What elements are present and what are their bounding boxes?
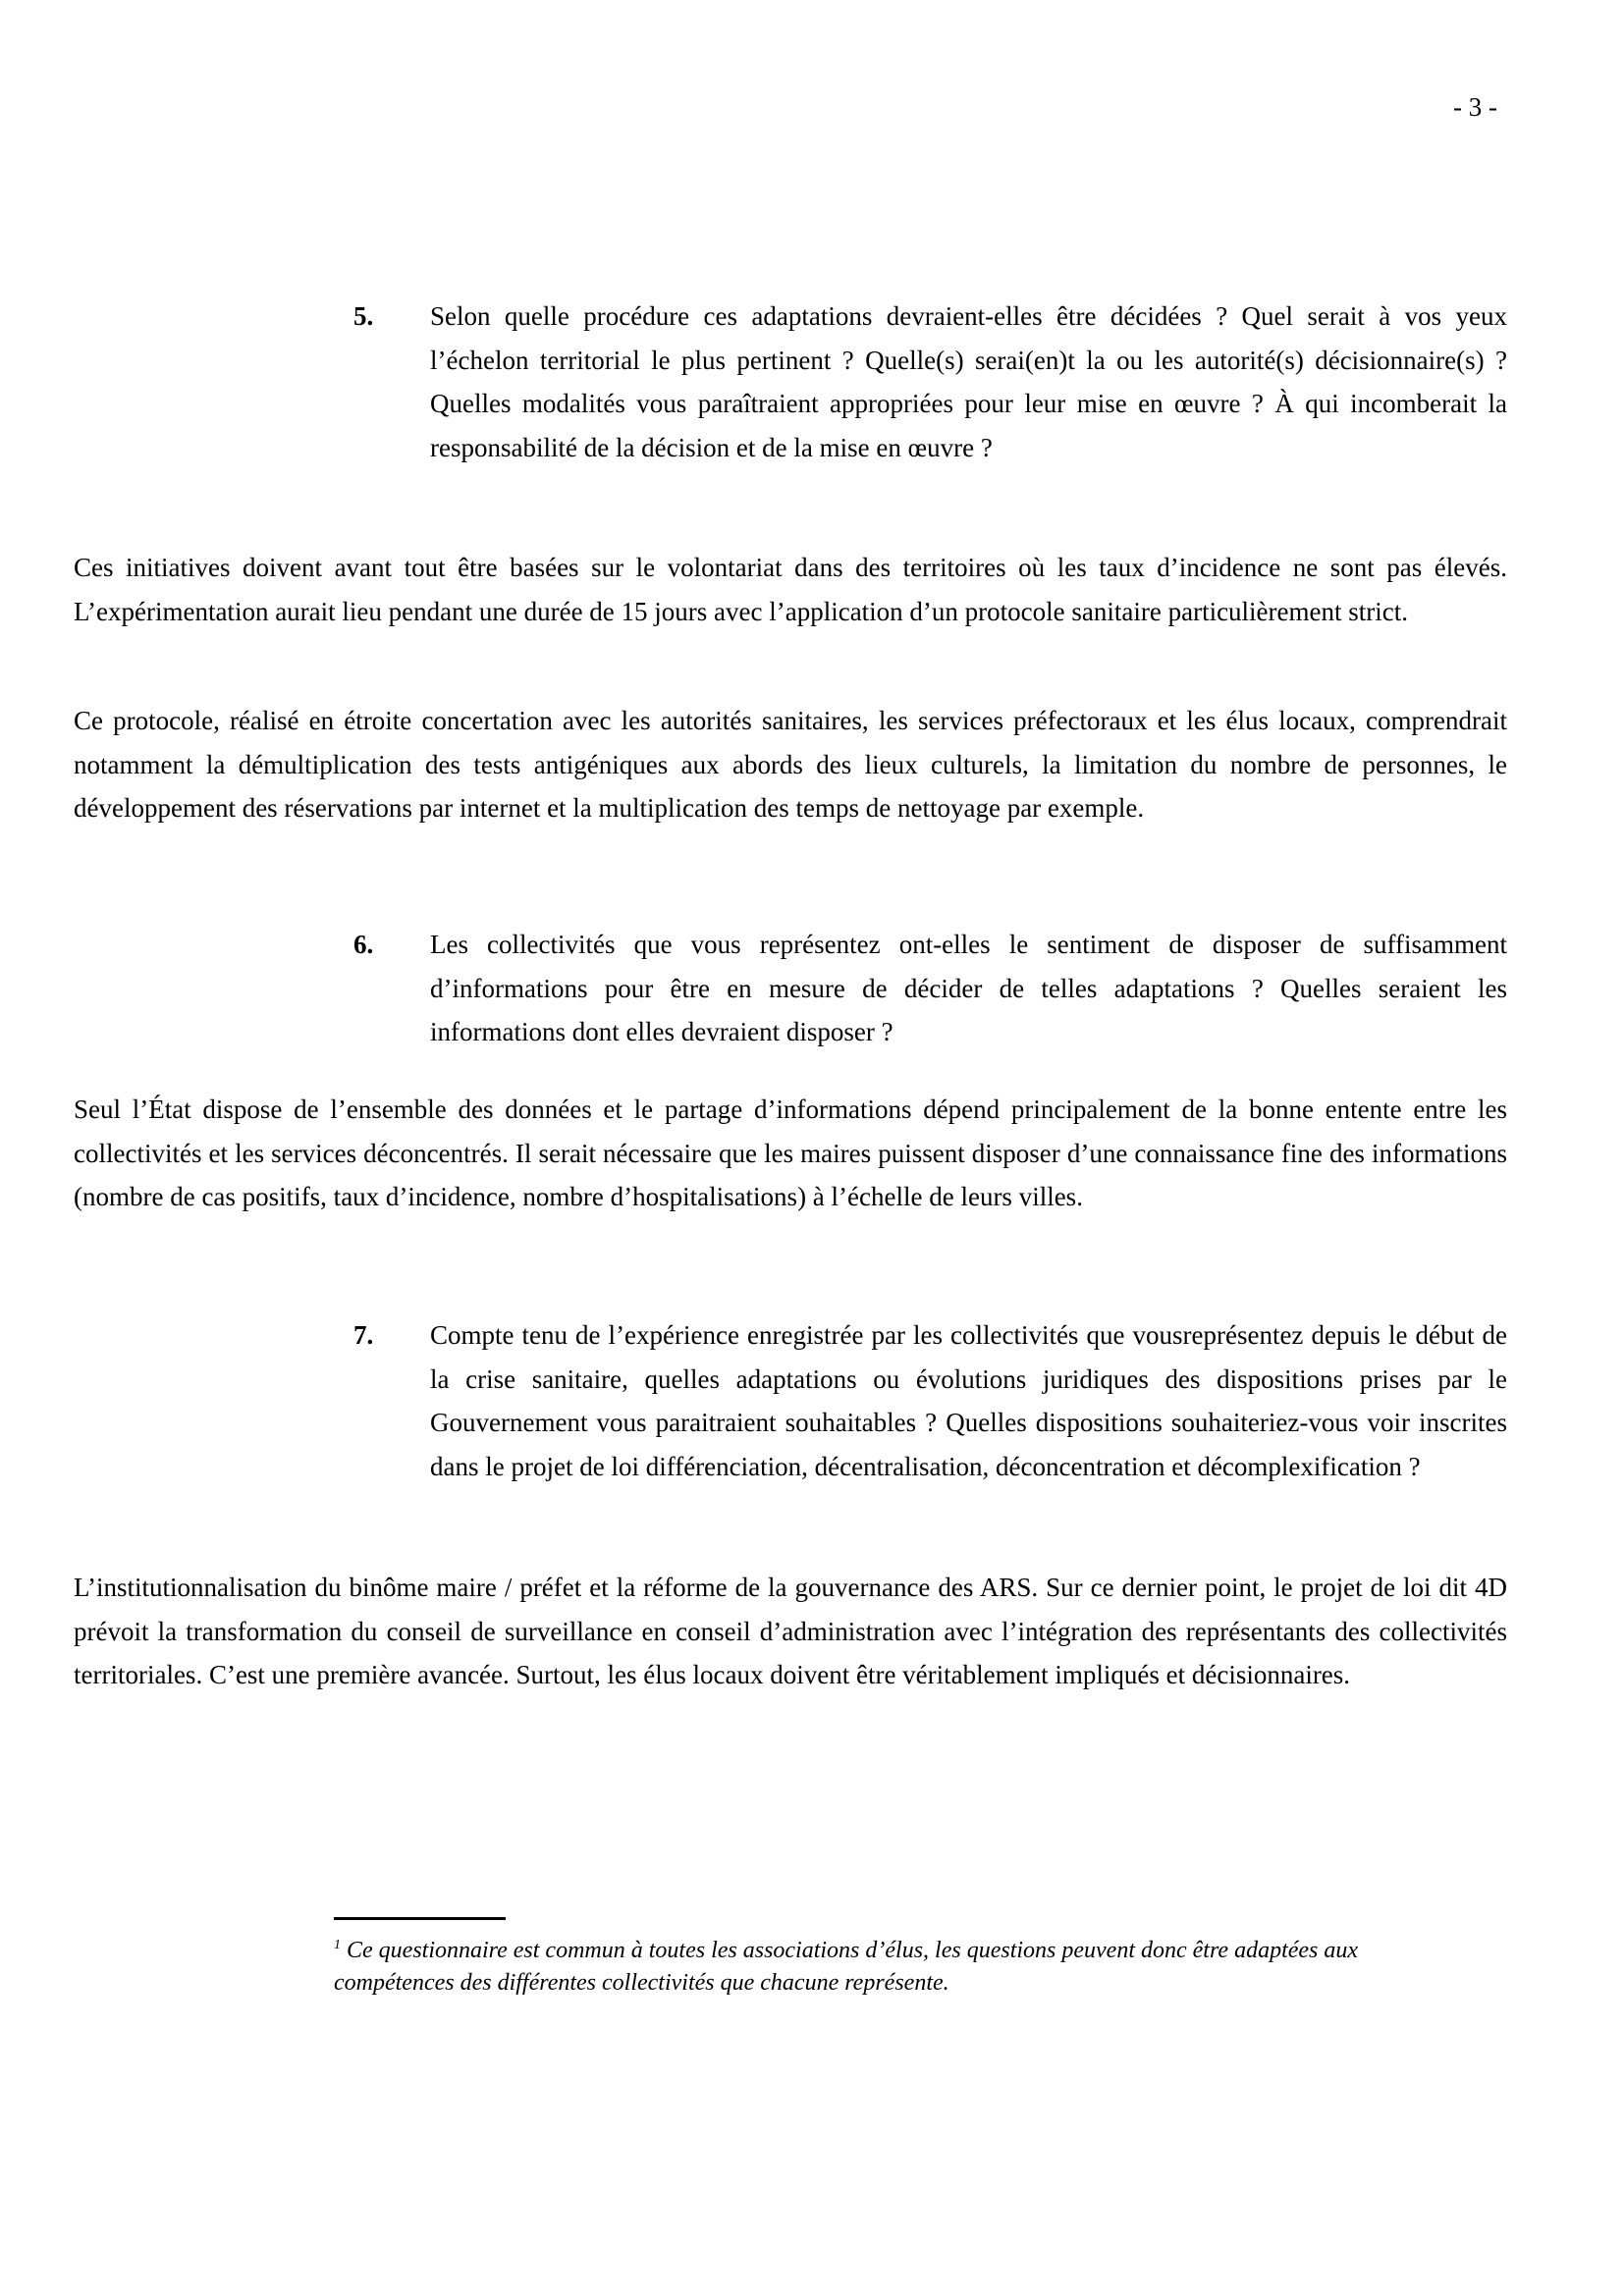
question-7 <box>353 1313 1507 1488</box>
question-text: Compte tenu de l’expérience enregistrée par les collectivités que vousreprésentez depuis le début de la crise sanitaire, quelles adaptations ou évolutions juridiques des dispositions prises par le Gouvernement vous paraitraient souhaitables ? Quelles dispositions souhaiteriez-vous voir inscrites dans le projet de loi différenciation, décentralisation, déconcentration et décomplexification ? <box>430 1320 1507 1481</box>
footnote <box>334 1929 1453 2000</box>
question-6 <box>353 923 1507 1054</box>
answer-paragraph: Seul l’État dispose de l’ensemble des données et le partage d’informations dépend principalement de la bonne entente entre les collectivités et les services déconcentrés. Il serait nécessaire que les maires puissent disposer d’une connaissance fine des informations (nombre de cas positifs, taux d’incidence, nombre d’hospitalisations) à l’échelle de leurs villes. <box>74 1095 1507 1211</box>
answer-paragraph: L’institutionnalisation du binôme maire / préfet et la réforme de la gouvernance des ARS. Sur ce dernier point, le projet de loi dit 4D prévoit la transformation du conseil de surveillance en conseil d’administration avec l’intégration des représentants des collectivités territoriales. C’est une première avancée. Surtout, les élus locaux doivent être véritablement impliqués et décisionnaires. <box>74 1573 1507 1689</box>
question-text: Selon quelle procédure ces adaptations devraient-elles être décidées ? Quel serait à vos yeux l’échelon territorial le plus pertinent ? Quelle(s) serai(en)t la ou les autorité(s) décisionnaire(s) ? Quelles modalités vous paraîtraient appropriées pour leur mise en œuvre ? À qui incomberait la responsabilité de la décision et de la mise en œuvre ? <box>430 301 1507 462</box>
question-text: Les collectivités que vous représentez ont-elles le sentiment de disposer de suffisamment d’informations pour être en mesure de décider de telles adaptations ? Quelles seraient les informations dont elles devraient disposer ? <box>430 930 1507 1046</box>
question-number: 6. <box>353 930 374 959</box>
footnote-separator <box>334 1917 506 1920</box>
question-number: 5. <box>353 301 374 331</box>
page-number: - 3 - <box>1453 92 1497 122</box>
answer-paragraph: Ce protocole, réalisé en étroite concertation avec les autorités sanitaires, les services préfectoraux et les élus locaux, comprendrait notamment la démultiplication des tests antigéniques aux abords des lieux culturels, la limitation du nombre de personnes, le développement des réservations par internet et la multiplication des temps de nettoyage par exemple. <box>74 706 1507 823</box>
footnote-marker: 1 <box>334 1938 341 1952</box>
answer-paragraph: Ces initiatives doivent avant tout être basées sur le volontariat dans des territoires où les taux d’incidence ne sont pas élevés. L’expérimentation aurait lieu pendant une durée de 15 jours avec l’application d’un protocole sanitaire particulièrement strict. <box>74 553 1507 626</box>
footnote-text: Ce questionnaire est commun à toutes les associations d’élus, les questions peuvent donc être adaptées aux compétences des différentes collectivités que chacune représente. <box>334 1938 1359 1996</box>
question-5 <box>353 294 1507 469</box>
question-number: 7. <box>353 1320 374 1350</box>
